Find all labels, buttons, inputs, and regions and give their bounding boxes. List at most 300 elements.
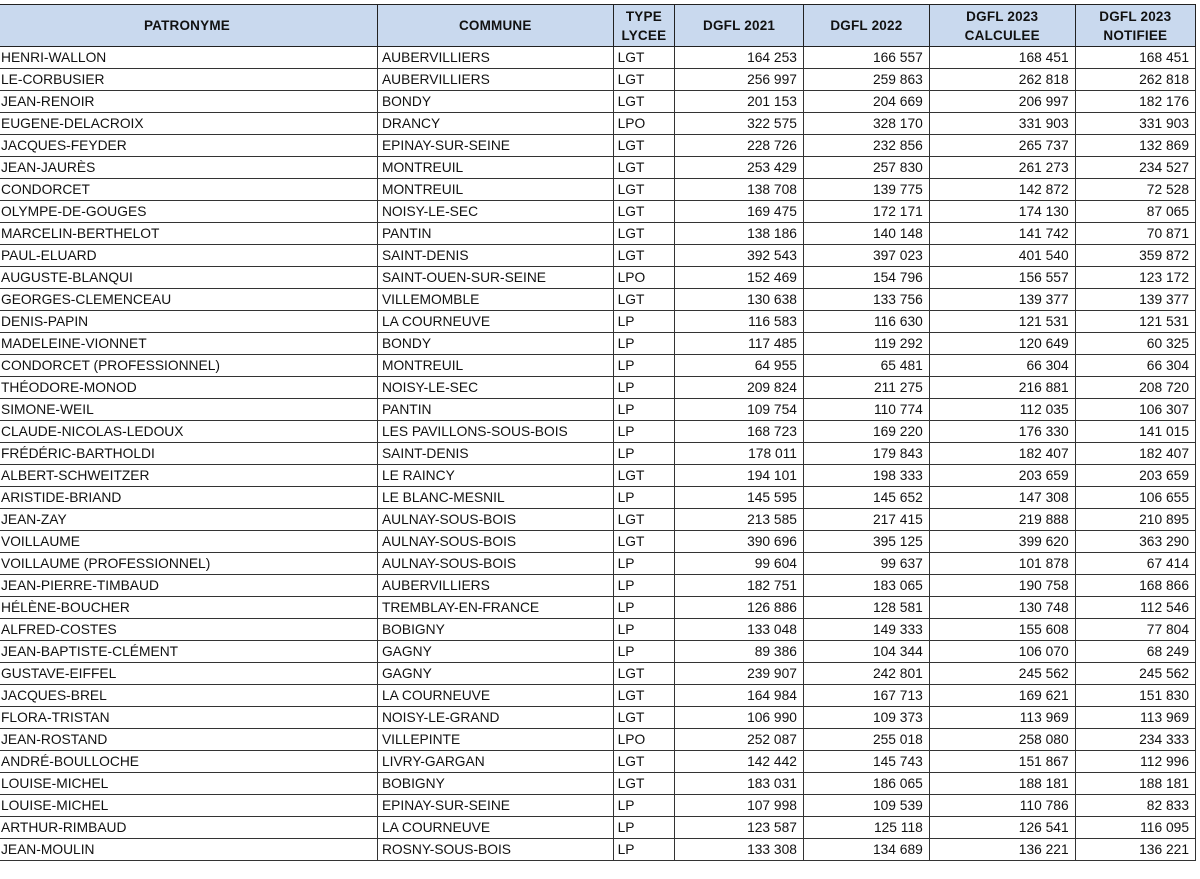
cell-patronyme: THÉODORE-MONOD bbox=[0, 377, 377, 399]
cell-dgfl-2022: 166 557 bbox=[803, 47, 929, 69]
cell-dgfl-2021: 142 442 bbox=[675, 751, 804, 773]
cell-dgfl-2023-notifiee: 245 562 bbox=[1075, 663, 1195, 685]
cell-dgfl-2023-calculee: 206 997 bbox=[929, 91, 1075, 113]
cell-patronyme: VOILLAUME bbox=[0, 531, 377, 553]
cell-commune: PANTIN bbox=[377, 223, 613, 245]
table-row bbox=[0, 289, 1196, 311]
cell-dgfl-2021: 116 583 bbox=[675, 311, 804, 333]
table-row bbox=[0, 487, 1196, 509]
cell-patronyme: ALFRED-COSTES bbox=[0, 619, 377, 641]
cell-dgfl-2021: 392 543 bbox=[675, 245, 804, 267]
cell-type-lycee: LP bbox=[613, 399, 675, 421]
cell-dgfl-2023-calculee: 141 742 bbox=[929, 223, 1075, 245]
cell-dgfl-2023-notifiee: 208 720 bbox=[1075, 377, 1195, 399]
cell-dgfl-2022: 217 415 bbox=[803, 509, 929, 531]
cell-type-lycee: LPO bbox=[613, 267, 675, 289]
table-row bbox=[0, 157, 1196, 179]
table-row bbox=[0, 113, 1196, 135]
cell-dgfl-2021: 390 696 bbox=[675, 531, 804, 553]
cell-dgfl-2021: 133 048 bbox=[675, 619, 804, 641]
cell-commune: TREMBLAY-EN-FRANCE bbox=[377, 597, 613, 619]
cell-dgfl-2022: 183 065 bbox=[803, 575, 929, 597]
cell-dgfl-2021: 253 429 bbox=[675, 157, 804, 179]
table-row bbox=[0, 245, 1196, 267]
cell-commune: SAINT-DENIS bbox=[377, 245, 613, 267]
cell-dgfl-2023-notifiee: 77 804 bbox=[1075, 619, 1195, 641]
cell-dgfl-2023-notifiee: 234 527 bbox=[1075, 157, 1195, 179]
header-calc-line2: CALCULEE bbox=[964, 27, 1040, 43]
cell-dgfl-2023-notifiee: 66 304 bbox=[1075, 355, 1195, 377]
cell-dgfl-2021: 213 585 bbox=[675, 509, 804, 531]
cell-type-lycee: LGT bbox=[613, 179, 675, 201]
cell-commune: NOISY-LE-SEC bbox=[377, 201, 613, 223]
cell-commune: PANTIN bbox=[377, 399, 613, 421]
cell-patronyme: PAUL-ELUARD bbox=[0, 245, 377, 267]
cell-dgfl-2023-notifiee: 106 655 bbox=[1075, 487, 1195, 509]
cell-dgfl-2021: 183 031 bbox=[675, 773, 804, 795]
cell-commune: ROSNY-SOUS-BOIS bbox=[377, 839, 613, 861]
cell-type-lycee: LP bbox=[613, 575, 675, 597]
cell-patronyme: SIMONE-WEIL bbox=[0, 399, 377, 421]
cell-dgfl-2022: 128 581 bbox=[803, 597, 929, 619]
table-row bbox=[0, 729, 1196, 751]
cell-patronyme: AUGUSTE-BLANQUI bbox=[0, 267, 377, 289]
cell-dgfl-2022: 255 018 bbox=[803, 729, 929, 751]
cell-dgfl-2023-calculee: 174 130 bbox=[929, 201, 1075, 223]
cell-dgfl-2021: 168 723 bbox=[675, 421, 804, 443]
cell-patronyme: ANDRÉ-BOULLOCHE bbox=[0, 751, 377, 773]
cell-commune: BOBIGNY bbox=[377, 773, 613, 795]
cell-commune: SAINT-DENIS bbox=[377, 443, 613, 465]
cell-patronyme: LOUISE-MICHEL bbox=[0, 795, 377, 817]
cell-type-lycee: LP bbox=[613, 553, 675, 575]
cell-patronyme: ALBERT-SCHWEITZER bbox=[0, 465, 377, 487]
cell-commune: LE BLANC-MESNIL bbox=[377, 487, 613, 509]
cell-dgfl-2022: 257 830 bbox=[803, 157, 929, 179]
cell-dgfl-2022: 211 275 bbox=[803, 377, 929, 399]
cell-type-lycee: LGT bbox=[613, 707, 675, 729]
cell-dgfl-2022: 149 333 bbox=[803, 619, 929, 641]
header-type-line2: LYCEE bbox=[621, 27, 667, 43]
cell-dgfl-2022: 198 333 bbox=[803, 465, 929, 487]
cell-dgfl-2022: 169 220 bbox=[803, 421, 929, 443]
cell-dgfl-2021: 178 011 bbox=[675, 443, 804, 465]
cell-commune: AUBERVILLIERS bbox=[377, 47, 613, 69]
cell-dgfl-2022: 116 630 bbox=[803, 311, 929, 333]
cell-dgfl-2021: 130 638 bbox=[675, 289, 804, 311]
cell-dgfl-2023-calculee: 110 786 bbox=[929, 795, 1075, 817]
cell-patronyme: JEAN-RENOIR bbox=[0, 91, 377, 113]
cell-dgfl-2023-calculee: 136 221 bbox=[929, 839, 1075, 861]
cell-dgfl-2023-notifiee: 121 531 bbox=[1075, 311, 1195, 333]
cell-commune: EPINAY-SUR-SEINE bbox=[377, 135, 613, 157]
cell-dgfl-2022: 259 863 bbox=[803, 69, 929, 91]
cell-patronyme: CONDORCET (PROFESSIONNEL) bbox=[0, 355, 377, 377]
cell-commune: SAINT-OUEN-SUR-SEINE bbox=[377, 267, 613, 289]
table-row bbox=[0, 377, 1196, 399]
cell-dgfl-2023-notifiee: 234 333 bbox=[1075, 729, 1195, 751]
header-dgfl-2022 bbox=[803, 5, 929, 47]
cell-dgfl-2023-notifiee: 116 095 bbox=[1075, 817, 1195, 839]
cell-type-lycee: LGT bbox=[613, 773, 675, 795]
cell-dgfl-2023-calculee: 245 562 bbox=[929, 663, 1075, 685]
cell-type-lycee: LP bbox=[613, 839, 675, 861]
cell-dgfl-2021: 152 469 bbox=[675, 267, 804, 289]
cell-patronyme: LE-CORBUSIER bbox=[0, 69, 377, 91]
cell-dgfl-2022: 109 539 bbox=[803, 795, 929, 817]
cell-dgfl-2022: 140 148 bbox=[803, 223, 929, 245]
cell-dgfl-2021: 123 587 bbox=[675, 817, 804, 839]
cell-type-lycee: LGT bbox=[613, 135, 675, 157]
cell-dgfl-2022: 154 796 bbox=[803, 267, 929, 289]
cell-dgfl-2023-calculee: 126 541 bbox=[929, 817, 1075, 839]
cell-dgfl-2023-notifiee: 331 903 bbox=[1075, 113, 1195, 135]
cell-patronyme: LOUISE-MICHEL bbox=[0, 773, 377, 795]
cell-dgfl-2023-calculee: 401 540 bbox=[929, 245, 1075, 267]
cell-dgfl-2022: 232 856 bbox=[803, 135, 929, 157]
table-row bbox=[0, 795, 1196, 817]
table-row bbox=[0, 201, 1196, 223]
cell-dgfl-2022: 242 801 bbox=[803, 663, 929, 685]
cell-dgfl-2021: 99 604 bbox=[675, 553, 804, 575]
cell-dgfl-2022: 133 756 bbox=[803, 289, 929, 311]
cell-commune: LES PAVILLONS-SOUS-BOIS bbox=[377, 421, 613, 443]
cell-patronyme: JACQUES-BREL bbox=[0, 685, 377, 707]
cell-dgfl-2021: 107 998 bbox=[675, 795, 804, 817]
table-row bbox=[0, 267, 1196, 289]
cell-dgfl-2023-calculee: 66 304 bbox=[929, 355, 1075, 377]
cell-dgfl-2022: 145 743 bbox=[803, 751, 929, 773]
cell-dgfl-2023-calculee: 151 867 bbox=[929, 751, 1075, 773]
header-patronyme bbox=[0, 5, 377, 47]
cell-dgfl-2023-notifiee: 359 872 bbox=[1075, 245, 1195, 267]
cell-dgfl-2023-calculee: 261 273 bbox=[929, 157, 1075, 179]
table-row bbox=[0, 47, 1196, 69]
cell-patronyme: JEAN-JAURÈS bbox=[0, 157, 377, 179]
table-row bbox=[0, 69, 1196, 91]
cell-patronyme: JEAN-BAPTISTE-CLÉMENT bbox=[0, 641, 377, 663]
header-dgfl-2022-label: DGFL 2022 bbox=[830, 18, 903, 33]
cell-dgfl-2023-notifiee: 139 377 bbox=[1075, 289, 1195, 311]
cell-dgfl-2022: 328 170 bbox=[803, 113, 929, 135]
cell-dgfl-2023-notifiee: 203 659 bbox=[1075, 465, 1195, 487]
cell-type-lycee: LGT bbox=[613, 685, 675, 707]
cell-dgfl-2023-notifiee: 141 015 bbox=[1075, 421, 1195, 443]
cell-dgfl-2022: 139 775 bbox=[803, 179, 929, 201]
cell-dgfl-2022: 397 023 bbox=[803, 245, 929, 267]
cell-type-lycee: LP bbox=[613, 333, 675, 355]
cell-dgfl-2023-calculee: 113 969 bbox=[929, 707, 1075, 729]
cell-dgfl-2021: 239 907 bbox=[675, 663, 804, 685]
cell-dgfl-2023-notifiee: 182 407 bbox=[1075, 443, 1195, 465]
cell-dgfl-2021: 228 726 bbox=[675, 135, 804, 157]
cell-dgfl-2023-calculee: 106 070 bbox=[929, 641, 1075, 663]
cell-commune: LIVRY-GARGAN bbox=[377, 751, 613, 773]
cell-dgfl-2021: 201 153 bbox=[675, 91, 804, 113]
cell-patronyme: JEAN-MOULIN bbox=[0, 839, 377, 861]
table-row bbox=[0, 509, 1196, 531]
cell-dgfl-2023-calculee: 169 621 bbox=[929, 685, 1075, 707]
cell-patronyme: OLYMPE-DE-GOUGES bbox=[0, 201, 377, 223]
cell-dgfl-2023-notifiee: 168 866 bbox=[1075, 575, 1195, 597]
cell-dgfl-2023-notifiee: 106 307 bbox=[1075, 399, 1195, 421]
cell-commune: AULNAY-SOUS-BOIS bbox=[377, 531, 613, 553]
cell-dgfl-2022: 65 481 bbox=[803, 355, 929, 377]
cell-dgfl-2022: 104 344 bbox=[803, 641, 929, 663]
cell-dgfl-2021: 209 824 bbox=[675, 377, 804, 399]
cell-commune: LA COURNEUVE bbox=[377, 685, 613, 707]
table-row bbox=[0, 597, 1196, 619]
cell-dgfl-2023-notifiee: 132 869 bbox=[1075, 135, 1195, 157]
cell-dgfl-2023-calculee: 101 878 bbox=[929, 553, 1075, 575]
header-commune bbox=[377, 5, 613, 47]
header-calc-line1: DGFL 2023 bbox=[966, 8, 1039, 24]
cell-type-lycee: LGT bbox=[613, 465, 675, 487]
cell-dgfl-2023-notifiee: 136 221 bbox=[1075, 839, 1195, 861]
cell-type-lycee: LP bbox=[613, 377, 675, 399]
cell-patronyme: VOILLAUME (PROFESSIONNEL) bbox=[0, 553, 377, 575]
cell-commune: GAGNY bbox=[377, 663, 613, 685]
cell-commune: VILLEPINTE bbox=[377, 729, 613, 751]
cell-dgfl-2022: 119 292 bbox=[803, 333, 929, 355]
cell-commune: AULNAY-SOUS-BOIS bbox=[377, 509, 613, 531]
cell-dgfl-2023-calculee: 188 181 bbox=[929, 773, 1075, 795]
table-row bbox=[0, 443, 1196, 465]
header-dgfl-2021 bbox=[675, 5, 804, 47]
cell-dgfl-2022: 109 373 bbox=[803, 707, 929, 729]
cell-dgfl-2023-calculee: 139 377 bbox=[929, 289, 1075, 311]
cell-commune: AUBERVILLIERS bbox=[377, 69, 613, 91]
cell-patronyme: GEORGES-CLEMENCEAU bbox=[0, 289, 377, 311]
header-type-line1: TYPE bbox=[625, 8, 662, 24]
cell-dgfl-2021: 164 253 bbox=[675, 47, 804, 69]
cell-dgfl-2023-calculee: 219 888 bbox=[929, 509, 1075, 531]
cell-commune: LA COURNEUVE bbox=[377, 817, 613, 839]
table-row bbox=[0, 817, 1196, 839]
cell-type-lycee: LP bbox=[613, 421, 675, 443]
table-row bbox=[0, 685, 1196, 707]
cell-type-lycee: LGT bbox=[613, 751, 675, 773]
cell-dgfl-2023-calculee: 168 451 bbox=[929, 47, 1075, 69]
cell-patronyme: ARISTIDE-BRIAND bbox=[0, 487, 377, 509]
cell-type-lycee: LGT bbox=[613, 69, 675, 91]
cell-dgfl-2023-calculee: 156 557 bbox=[929, 267, 1075, 289]
cell-type-lycee: LP bbox=[613, 641, 675, 663]
cell-dgfl-2023-notifiee: 82 833 bbox=[1075, 795, 1195, 817]
cell-patronyme: HENRI-WALLON bbox=[0, 47, 377, 69]
cell-patronyme: GUSTAVE-EIFFEL bbox=[0, 663, 377, 685]
cell-type-lycee: LGT bbox=[613, 509, 675, 531]
cell-dgfl-2023-calculee: 190 758 bbox=[929, 575, 1075, 597]
cell-dgfl-2023-calculee: 130 748 bbox=[929, 597, 1075, 619]
cell-dgfl-2023-notifiee: 70 871 bbox=[1075, 223, 1195, 245]
cell-dgfl-2022: 172 171 bbox=[803, 201, 929, 223]
table-row bbox=[0, 91, 1196, 113]
cell-dgfl-2021: 117 485 bbox=[675, 333, 804, 355]
cell-dgfl-2021: 126 886 bbox=[675, 597, 804, 619]
table-row bbox=[0, 355, 1196, 377]
header-dgfl-2023-calculee bbox=[929, 5, 1075, 47]
cell-dgfl-2023-notifiee: 363 290 bbox=[1075, 531, 1195, 553]
cell-patronyme: FLORA-TRISTAN bbox=[0, 707, 377, 729]
cell-dgfl-2021: 322 575 bbox=[675, 113, 804, 135]
cell-dgfl-2022: 167 713 bbox=[803, 685, 929, 707]
cell-dgfl-2021: 182 751 bbox=[675, 575, 804, 597]
cell-dgfl-2023-calculee: 182 407 bbox=[929, 443, 1075, 465]
cell-dgfl-2023-notifiee: 168 451 bbox=[1075, 47, 1195, 69]
cell-dgfl-2023-calculee: 112 035 bbox=[929, 399, 1075, 421]
cell-type-lycee: LP bbox=[613, 619, 675, 641]
header-commune-label: COMMUNE bbox=[458, 18, 532, 33]
cell-type-lycee: LGT bbox=[613, 531, 675, 553]
cell-patronyme: EUGENE-DELACROIX bbox=[0, 113, 377, 135]
header-patronyme-label: PATRONYME bbox=[143, 18, 230, 33]
cell-dgfl-2023-calculee: 265 737 bbox=[929, 135, 1075, 157]
cell-patronyme: DENIS-PAPIN bbox=[0, 311, 377, 333]
cell-dgfl-2023-calculee: 120 649 bbox=[929, 333, 1075, 355]
cell-type-lycee: LP bbox=[613, 597, 675, 619]
table-row bbox=[0, 223, 1196, 245]
cell-dgfl-2021: 252 087 bbox=[675, 729, 804, 751]
cell-dgfl-2021: 169 475 bbox=[675, 201, 804, 223]
table-header bbox=[0, 5, 1196, 47]
cell-dgfl-2021: 164 984 bbox=[675, 685, 804, 707]
cell-dgfl-2021: 256 997 bbox=[675, 69, 804, 91]
cell-commune: VILLEMOMBLE bbox=[377, 289, 613, 311]
cell-dgfl-2022: 134 689 bbox=[803, 839, 929, 861]
table-row bbox=[0, 135, 1196, 157]
cell-dgfl-2021: 89 386 bbox=[675, 641, 804, 663]
cell-type-lycee: LPO bbox=[613, 113, 675, 135]
header-row bbox=[0, 5, 1196, 47]
cell-commune: EPINAY-SUR-SEINE bbox=[377, 795, 613, 817]
cell-dgfl-2022: 125 118 bbox=[803, 817, 929, 839]
cell-commune: MONTREUIL bbox=[377, 355, 613, 377]
header-type-lycee bbox=[613, 5, 675, 47]
cell-type-lycee: LGT bbox=[613, 245, 675, 267]
cell-commune: BONDY bbox=[377, 91, 613, 113]
cell-dgfl-2023-notifiee: 87 065 bbox=[1075, 201, 1195, 223]
cell-patronyme: HÉLÈNE-BOUCHER bbox=[0, 597, 377, 619]
cell-dgfl-2021: 64 955 bbox=[675, 355, 804, 377]
cell-commune: AUBERVILLIERS bbox=[377, 575, 613, 597]
table-row bbox=[0, 311, 1196, 333]
cell-dgfl-2023-notifiee: 210 895 bbox=[1075, 509, 1195, 531]
cell-patronyme: FRÉDÉRIC-BARTHOLDI bbox=[0, 443, 377, 465]
cell-type-lycee: LGT bbox=[613, 201, 675, 223]
table-row bbox=[0, 751, 1196, 773]
cell-patronyme: MADELEINE-VIONNET bbox=[0, 333, 377, 355]
header-dgfl-2023-notifiee bbox=[1075, 5, 1195, 47]
table-row bbox=[0, 707, 1196, 729]
cell-commune: MONTREUIL bbox=[377, 157, 613, 179]
cell-type-lycee: LGT bbox=[613, 47, 675, 69]
cell-dgfl-2022: 145 652 bbox=[803, 487, 929, 509]
cell-dgfl-2023-calculee: 176 330 bbox=[929, 421, 1075, 443]
cell-type-lycee: LGT bbox=[613, 663, 675, 685]
cell-type-lycee: LGT bbox=[613, 289, 675, 311]
cell-dgfl-2023-calculee: 155 608 bbox=[929, 619, 1075, 641]
table-row bbox=[0, 619, 1196, 641]
cell-patronyme: CLAUDE-NICOLAS-LEDOUX bbox=[0, 421, 377, 443]
cell-patronyme: JACQUES-FEYDER bbox=[0, 135, 377, 157]
cell-patronyme: JEAN-ZAY bbox=[0, 509, 377, 531]
cell-dgfl-2021: 106 990 bbox=[675, 707, 804, 729]
cell-dgfl-2023-calculee: 331 903 bbox=[929, 113, 1075, 135]
table-row bbox=[0, 773, 1196, 795]
table-row bbox=[0, 421, 1196, 443]
cell-dgfl-2023-notifiee: 112 546 bbox=[1075, 597, 1195, 619]
cell-type-lycee: LP bbox=[613, 311, 675, 333]
cell-dgfl-2023-notifiee: 68 249 bbox=[1075, 641, 1195, 663]
table-row bbox=[0, 663, 1196, 685]
cell-dgfl-2023-notifiee: 113 969 bbox=[1075, 707, 1195, 729]
table-row bbox=[0, 179, 1196, 201]
cell-dgfl-2023-calculee: 399 620 bbox=[929, 531, 1075, 553]
cell-dgfl-2021: 138 708 bbox=[675, 179, 804, 201]
cell-dgfl-2022: 110 774 bbox=[803, 399, 929, 421]
cell-dgfl-2023-notifiee: 60 325 bbox=[1075, 333, 1195, 355]
table-row bbox=[0, 839, 1196, 861]
cell-dgfl-2023-calculee: 262 818 bbox=[929, 69, 1075, 91]
cell-commune: NOISY-LE-SEC bbox=[377, 377, 613, 399]
cell-type-lycee: LP bbox=[613, 795, 675, 817]
table-row bbox=[0, 531, 1196, 553]
cell-dgfl-2023-notifiee: 112 996 bbox=[1075, 751, 1195, 773]
cell-type-lycee: LP bbox=[613, 487, 675, 509]
cell-type-lycee: LP bbox=[613, 355, 675, 377]
cell-commune: MONTREUIL bbox=[377, 179, 613, 201]
header-dgfl-2021-label: DGFL 2021 bbox=[703, 18, 776, 33]
cell-dgfl-2022: 204 669 bbox=[803, 91, 929, 113]
cell-dgfl-2023-notifiee: 182 176 bbox=[1075, 91, 1195, 113]
cell-commune: GAGNY bbox=[377, 641, 613, 663]
cell-dgfl-2023-calculee: 142 872 bbox=[929, 179, 1075, 201]
table-row bbox=[0, 399, 1196, 421]
cell-commune: LA COURNEUVE bbox=[377, 311, 613, 333]
cell-commune: NOISY-LE-GRAND bbox=[377, 707, 613, 729]
cell-type-lycee: LPO bbox=[613, 729, 675, 751]
cell-type-lycee: LGT bbox=[613, 157, 675, 179]
cell-dgfl-2023-notifiee: 123 172 bbox=[1075, 267, 1195, 289]
cell-type-lycee: LP bbox=[613, 443, 675, 465]
cell-dgfl-2023-calculee: 216 881 bbox=[929, 377, 1075, 399]
cell-dgfl-2023-notifiee: 188 181 bbox=[1075, 773, 1195, 795]
cell-dgfl-2022: 395 125 bbox=[803, 531, 929, 553]
cell-dgfl-2021: 194 101 bbox=[675, 465, 804, 487]
cell-dgfl-2022: 186 065 bbox=[803, 773, 929, 795]
cell-dgfl-2021: 145 595 bbox=[675, 487, 804, 509]
cell-type-lycee: LGT bbox=[613, 91, 675, 113]
cell-dgfl-2023-notifiee: 67 414 bbox=[1075, 553, 1195, 575]
cell-dgfl-2021: 138 186 bbox=[675, 223, 804, 245]
table-row bbox=[0, 641, 1196, 663]
cell-dgfl-2022: 179 843 bbox=[803, 443, 929, 465]
cell-patronyme: MARCELIN-BERTHELOT bbox=[0, 223, 377, 245]
table-row bbox=[0, 465, 1196, 487]
cell-dgfl-2021: 109 754 bbox=[675, 399, 804, 421]
cell-dgfl-2023-calculee: 121 531 bbox=[929, 311, 1075, 333]
cell-type-lycee: LP bbox=[613, 817, 675, 839]
cell-dgfl-2023-calculee: 258 080 bbox=[929, 729, 1075, 751]
cell-commune: DRANCY bbox=[377, 113, 613, 135]
table-row bbox=[0, 553, 1196, 575]
dgfl-table bbox=[0, 4, 1196, 861]
cell-dgfl-2023-notifiee: 262 818 bbox=[1075, 69, 1195, 91]
cell-patronyme: CONDORCET bbox=[0, 179, 377, 201]
cell-commune: BONDY bbox=[377, 333, 613, 355]
cell-dgfl-2022: 99 637 bbox=[803, 553, 929, 575]
